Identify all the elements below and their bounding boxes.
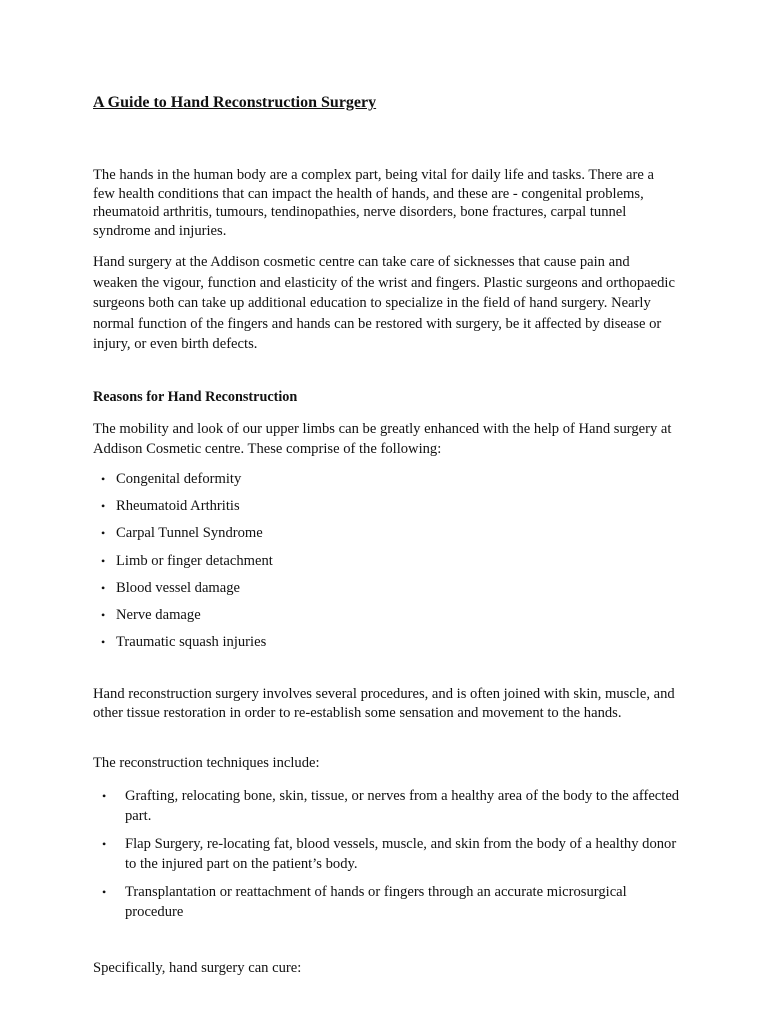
list-item: • Carpal Tunnel Syndrome [93, 524, 693, 551]
surgery-paragraph: Hand surgery at the Addison cosmetic centre can take care of sicknesses that cause pain and weaken the vigour, function and elasticity of the wrist and fingers. Plastic surgeons and orthopaedic surgeons both can take up additional education to specialize in the field of hand surgery. Nearly normal function of the fingers and hands can be restored with surgery, be it affected by disease or injury, or even birth defects. [93, 254, 675, 353]
list-item: • Blood vessel damage [93, 579, 693, 606]
reasons-heading: Reasons for Hand Reconstruction [93, 389, 298, 405]
techniques-list [93, 786, 683, 930]
list-item: • Congenital deformity [93, 470, 693, 497]
procedures-paragraph: Hand reconstruction surgery involves several procedures, and is often joined with skin, muscle, and other tissue restoration in order to re-establish some sensation and movement to the hands. [93, 686, 675, 721]
techniques-intro: The reconstruction techniques include: [93, 755, 320, 771]
list-item: • Limb or finger detachment [93, 552, 693, 579]
list-item: • Traumatic squash injuries [93, 633, 693, 660]
list-item: • Flap Surgery, re-locating fat, blood vessels, muscle, and skin from the body of a healthy donor to the injured part on the patient’s body. [93, 834, 683, 874]
cure-intro: Specifically, hand surgery can cure: [93, 960, 302, 976]
list-item: • Nerve damage [93, 606, 693, 633]
document-title: A Guide to Hand Reconstruction Surgery [93, 94, 377, 111]
reasons-intro-paragraph: The mobility and look of our upper limbs can be greatly enhanced with the help of Hand surgery at Addison Cosmetic centre. These comprise of the following: [93, 421, 672, 457]
list-item: • Transplantation or reattachment of hands or fingers through an accurate microsurgical procedure [93, 882, 683, 922]
intro-paragraph: The hands in the human body are a complex part, being vital for daily life and tasks. There are a few health conditions that can impact the health of hands, and these are - congenital problems, rheumatoid arthritis, tumours, tendinopathies, nerve disorders, bone fractures, carpal tunnel syndrome and injuries. [93, 167, 654, 239]
list-item: • Rheumatoid Arthritis [93, 497, 693, 524]
list-item: • Grafting, relocating bone, skin, tissue, or nerves from a healthy area of the body to the affected part. [93, 786, 683, 826]
reasons-list [93, 470, 693, 660]
